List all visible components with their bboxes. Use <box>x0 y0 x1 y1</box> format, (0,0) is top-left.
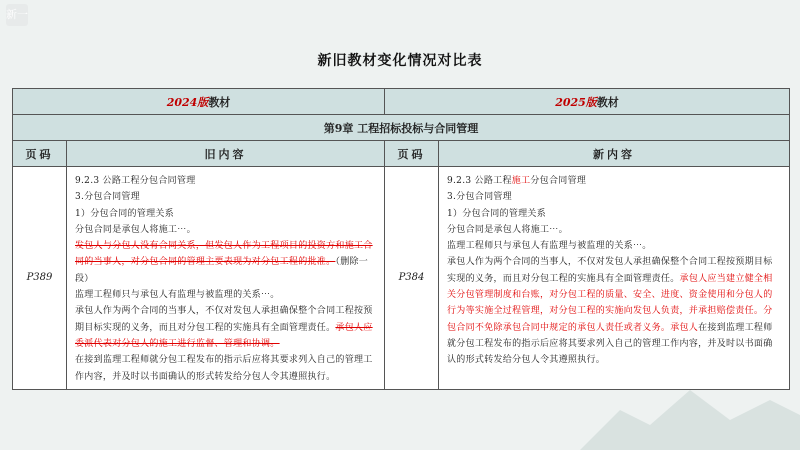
chapter-title: 第9章 工程招标投标与合同管理 <box>13 115 790 141</box>
old-edition-suffix: 教材 <box>208 95 231 109</box>
mountain-decoration <box>580 330 800 450</box>
new-line: 1）分包合同的管理关系 <box>447 208 547 219</box>
new-text: 承包人作为两个合同的当事人，不仅对发包人承担确保整个合同工程按预期目标实现的义务，而且对分包工程的实施具有全面管理责任。 <box>447 257 773 284</box>
old-content <box>67 167 385 390</box>
new-line: 3.分包合同管理 <box>447 192 512 203</box>
old-paragraph <box>75 303 376 352</box>
deletion-note: （删除一段） <box>75 257 369 284</box>
old-line: 监理工程师只与承包人有监理与被监理的关系⋯。 <box>75 290 280 301</box>
new-edition-suffix: 教材 <box>596 95 619 109</box>
old-text: 承包人作为两个合同的当事人，不仅对发包人承担确保整个合同工程按预期目标实现的义务，而且对分包工程的实施具有全面管理责任。 <box>75 306 373 333</box>
new-line <box>447 173 781 189</box>
new-page-number: P384 <box>385 167 439 390</box>
chapter-row <box>13 115 790 141</box>
old-page-number: P389 <box>13 167 67 390</box>
deleted-text: 发包人与分包人没有合同关系，但发包人作为工程项目的投资方和施工合同的当事人，对分包合同的管理主要表现为对分包工程的批准。 <box>75 241 373 268</box>
page-title: 新旧教材变化情况对比表 <box>317 53 483 69</box>
new-line: 分包合同是承包人将施工⋯。 <box>447 224 568 235</box>
new-text: 9.2.3 公路工程 <box>447 176 512 186</box>
new-text: 分包合同管理 <box>530 176 587 186</box>
added-text: 承包人 <box>670 322 699 333</box>
col-old-content: 旧内容 <box>67 141 385 167</box>
column-header-row <box>13 141 790 167</box>
old-edition-year: 2024版 <box>166 95 209 109</box>
new-edition-year: 2025版 <box>555 95 597 109</box>
new-line: 监理工程师只与承包人有监理与被监理的关系⋯。 <box>447 241 652 252</box>
logo: 新一 <box>6 4 28 26</box>
col-page-new: 页码 <box>385 141 439 167</box>
old-deleted-paragraph <box>75 238 376 287</box>
old-line: 分包合同是承包人将施工⋯。 <box>75 224 196 235</box>
old-line: 9.2.3 公路工程分包合同管理 <box>75 176 196 186</box>
old-line: 在接到监理工程师就分包工程发布的指示后应将其要求列入自己的管理工作内容，并及时以书面确认的形式转发给分包人令其遵照执行。 <box>75 355 373 382</box>
col-new-content: 新内容 <box>439 141 790 167</box>
new-text: 在接到监理工程师就分包工程发布的指示后应将其要求列入自己的管理工作内容，并及时以书面确认的形式转发给分包人令其遵照执行。 <box>447 322 773 366</box>
edition-header-row <box>13 89 790 115</box>
old-line: 1）分包合同的管理关系 <box>75 208 175 219</box>
added-text: 承包人应当建立健全相关分包管理制度和台账，对分包工程的质量、安全、进度、资金使用和分包人的行为等实施全过程管理，对分包工程的实施向发包人负责，并承担赔偿责任。分包合同不免除承包合同中规定的承包人责任或者义务。 <box>447 273 773 333</box>
deleted-text: 承包人应委派代表对分包人的施工进行监督、管理和协调。 <box>75 322 373 349</box>
old-line: 3.分包合同管理 <box>75 192 140 203</box>
new-edition-header <box>385 89 790 115</box>
added-text: 施工 <box>511 176 531 186</box>
old-edition-header <box>13 89 385 115</box>
col-page-old: 页码 <box>13 141 67 167</box>
